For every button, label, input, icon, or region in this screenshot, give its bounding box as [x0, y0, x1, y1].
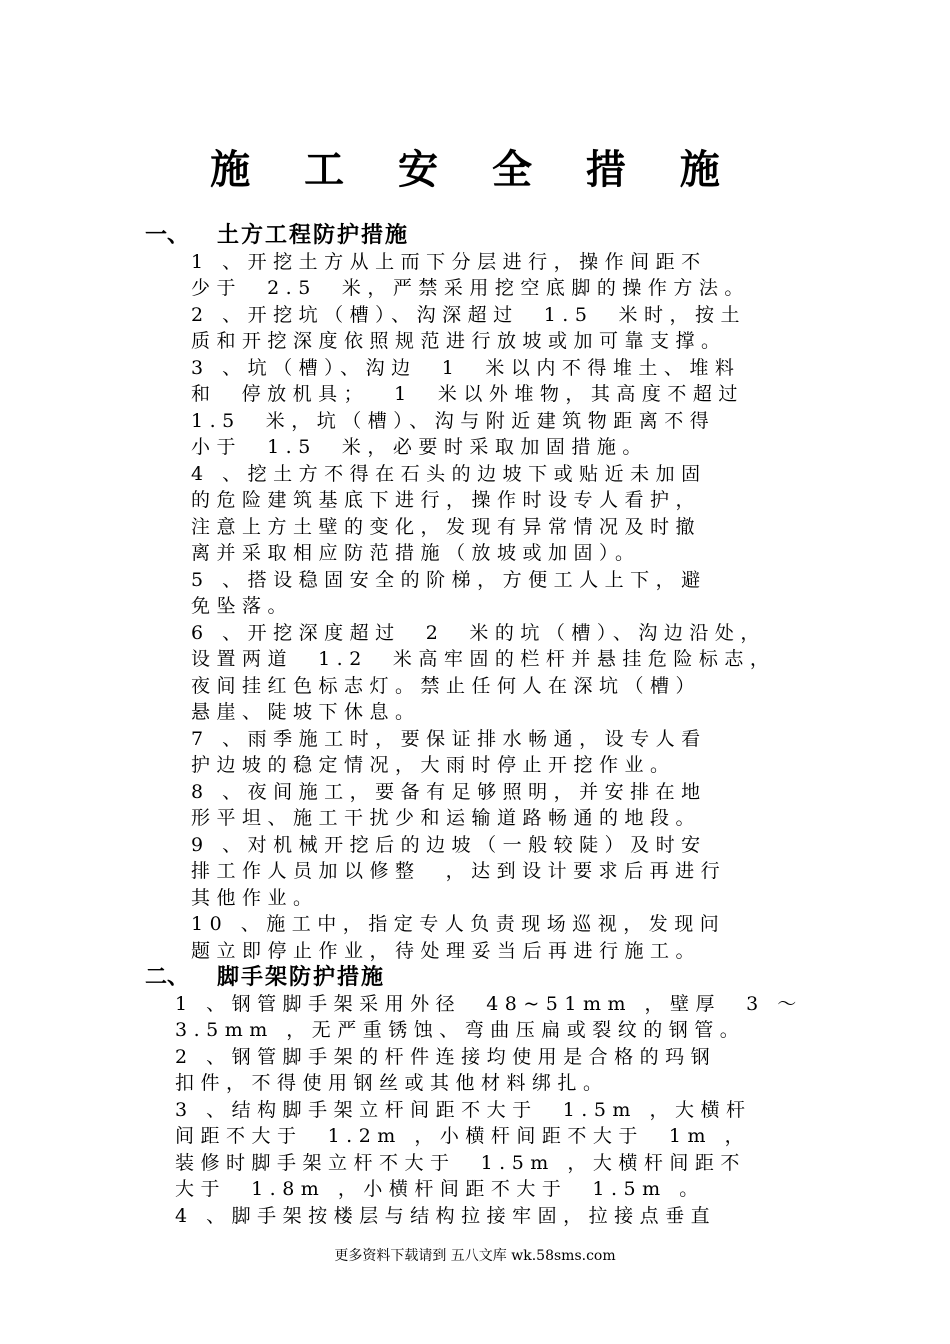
- section-number: 一、: [145, 223, 190, 248]
- paragraph-line: 的危险建筑基底下进行，操作时设专人看护，: [191, 489, 702, 511]
- paragraph-line: 3 、结构脚手架立杆间距不大于 1.5m ，大横杆: [175, 1099, 752, 1121]
- footer-text: 更多资料下载请到 五八文库 wk.58sms.com: [334, 1248, 616, 1264]
- paragraph-line: 6 、开挖深度超过 2 米的坑（槽）、沟边沿处，: [191, 622, 766, 644]
- section-title: 脚手架防护措施: [217, 965, 386, 990]
- paragraph-line: 夜间挂红色标志灯。禁止任何人在深坑（槽）: [191, 675, 702, 697]
- paragraph-line: 扣件，不得使用钢丝或其他材料绑扎。: [175, 1072, 609, 1094]
- paragraph-line: 1 、开挖土方从上而下分层进行，操作间距不: [191, 251, 707, 273]
- paragraph-line: 2 、开挖坑（槽）、沟深超过 1.5 米时，按土: [191, 304, 747, 326]
- section-number: 二、: [145, 965, 190, 990]
- paragraph-line: 7 、雨季施工时，要保证排水畅通，设专人看: [191, 728, 707, 750]
- paragraph-line: 5 、搭设稳固安全的阶梯，方便工人上下，避: [191, 569, 707, 591]
- paragraph-line: 悬崖、陡坡下休息。: [191, 701, 421, 723]
- paragraph-line: 大于 1.8m ，小横杆间距不大于 1.5m 。: [175, 1178, 705, 1200]
- paragraph-line: 间距不大于 1.2m ，小横杆间距不大于 1m ，: [175, 1125, 751, 1147]
- paragraph-line: 1 、钢管脚手架采用外径 48~51mm ，壁厚 3 ～: [175, 993, 803, 1015]
- paragraph-line: 装修时脚手架立杆不大于 1.5m ，大横杆间距不: [175, 1152, 746, 1174]
- paragraph-line: 2 、钢管脚手架的杆件连接均使用是合格的玛钢: [175, 1046, 717, 1068]
- paragraph-line: 题立即停止作业，待处理妥当后再进行施工。: [191, 940, 702, 962]
- paragraph-line: 少于 2.5 米，严禁采用挖空底脚的操作方法。: [191, 277, 750, 299]
- paragraph-line: 10 、施工中，指定专人负责现场巡视，发现问: [191, 913, 726, 935]
- paragraph-line: 注意上方土壁的变化，发现有异常情况及时撤: [191, 516, 702, 538]
- paragraph-line: 离并采取相应防范措施（放坡或加固）。: [191, 542, 641, 564]
- paragraph-line: 免坠落。: [191, 595, 294, 617]
- paragraph-line: 其他作业。: [191, 887, 319, 909]
- page-title: 施 工 安 全 措 施: [210, 147, 740, 193]
- paragraph-line: 9 、对机械开挖后的边坡（一般较陡）及时安: [191, 834, 707, 856]
- paragraph-line: 护边坡的稳定情况，大雨时停止开挖作业。: [191, 754, 676, 776]
- paragraph-line: 形平坦、施工干扰少和运输道路畅通的地段。: [191, 807, 702, 829]
- paragraph-line: 1.5 米，坑（槽）、沟与附近建筑物距离不得: [191, 410, 716, 432]
- paragraph-line: 设置两道 1.2 米高牢固的栏杆并悬挂危险标志，: [191, 648, 776, 670]
- paragraph-line: 4 、挖土方不得在石头的边坡下或贴近未加固: [191, 463, 707, 485]
- paragraph-line: 和 停放机具； 1 米以外堆物，其高度不超过: [191, 383, 744, 405]
- paragraph-line: 8 、夜间施工，要备有足够照明，并安排在地: [191, 781, 707, 803]
- paragraph-line: 排工作人员加以修整 ，达到设计要求后再进行: [191, 860, 727, 882]
- paragraph-line: 4 、脚手架按楼层与结构拉接牢固，拉接点垂直: [175, 1205, 717, 1227]
- paragraph-line: 小于 1.5 米，必要时采取加固措施。: [191, 436, 648, 458]
- paragraph-line: 3.5mm ，无严重锈蚀、弯曲压扁或裂纹的钢管。: [175, 1019, 746, 1041]
- section-title: 土方工程防护措施: [217, 223, 410, 248]
- paragraph-line: 3 、坑（槽）、沟边 1 米以内不得堆土、堆料: [191, 357, 741, 379]
- section-heading-earthwork: [145, 222, 409, 250]
- section-heading-scaffolding: [145, 964, 385, 992]
- paragraph-line: 质和开挖深度依照规范进行放坡或加可靠支撑。: [191, 330, 727, 352]
